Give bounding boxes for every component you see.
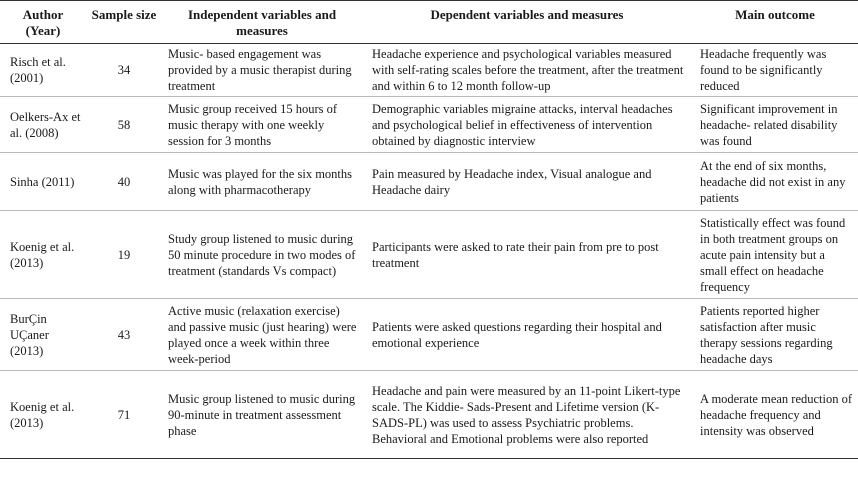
table-body xyxy=(0,44,858,459)
cell-dependent-variables: Headache and pain were measured by an 11-point Likert-type scale. The Kiddie- Sads-Present and Lifetime version (K-SADS-PL) was used to assess Psychiatric problems. Behavioral and Emotional problems were also reported xyxy=(362,371,692,459)
cell-independent-variables: Music group received 15 hours of music therapy with one weekly session for 3 months xyxy=(162,97,362,153)
table-row xyxy=(0,299,858,371)
cell-sample-size: 40 xyxy=(86,153,162,211)
cell-independent-variables: Music group listened to music during 90-minute in treatment assessment phase xyxy=(162,371,362,459)
cell-dependent-variables: Pain measured by Headache index, Visual analogue and Headache dairy xyxy=(362,153,692,211)
cell-author: Koenig et al. (2013) xyxy=(0,371,86,459)
table-row xyxy=(0,211,858,299)
header-author: Author (Year) xyxy=(0,1,86,44)
cell-independent-variables: Music- based engagement was provided by a music therapist during treatment xyxy=(162,44,362,97)
cell-sample-size: 19 xyxy=(86,211,162,299)
header-row xyxy=(0,1,858,44)
header-independent-variables: Independent variables and measures xyxy=(162,1,362,44)
cell-author: Risch et al. (2001) xyxy=(0,44,86,97)
table-row xyxy=(0,371,858,459)
cell-main-outcome: At the end of six months, headache did not exist in any patients xyxy=(692,153,858,211)
cell-main-outcome: Patients reported higher satisfaction after music therapy sessions regarding headache days xyxy=(692,299,858,371)
table-header xyxy=(0,1,858,44)
cell-main-outcome: Statistically effect was found in both treatment groups on acute pain intensity but a small effect on headache frequency xyxy=(692,211,858,299)
cell-dependent-variables: Demographic variables migraine attacks, interval headaches and psychological belief in effectiveness of intervention obtained by diagnostic interview xyxy=(362,97,692,153)
cell-sample-size: 34 xyxy=(86,44,162,97)
cell-dependent-variables: Participants were asked to rate their pain from pre to post treatment xyxy=(362,211,692,299)
header-dependent-variables: Dependent variables and measures xyxy=(362,1,692,44)
cell-author: Sinha (2011) xyxy=(0,153,86,211)
cell-independent-variables: Study group listened to music during 50 minute procedure in two modes of treatment (standards Vs compact) xyxy=(162,211,362,299)
cell-author: BurÇin UÇaner (2013) xyxy=(0,299,86,371)
cell-author: Oelkers-Ax et al. (2008) xyxy=(0,97,86,153)
table-row xyxy=(0,153,858,211)
cell-independent-variables: Active music (relaxation exercise) and passive music (just hearing) were played once a week within three week-period xyxy=(162,299,362,371)
table-row xyxy=(0,44,858,97)
cell-sample-size: 43 xyxy=(86,299,162,371)
cell-dependent-variables: Headache experience and psychological variables measured with self-rating scales before the treatment, after the treatment and within 6 to 12 month follow-up xyxy=(362,44,692,97)
cell-main-outcome: Significant improvement in headache- related disability was found xyxy=(692,97,858,153)
cell-dependent-variables: Patients were asked questions regarding their hospital and emotional experience xyxy=(362,299,692,371)
cell-sample-size: 58 xyxy=(86,97,162,153)
cell-main-outcome: A moderate mean reduction of headache frequency and intensity was observed xyxy=(692,371,858,459)
cell-sample-size: 71 xyxy=(86,371,162,459)
cell-author: Koenig et al. (2013) xyxy=(0,211,86,299)
cell-independent-variables: Music was played for the six months along with pharmacotherapy xyxy=(162,153,362,211)
header-main-outcome: Main outcome xyxy=(692,1,858,44)
header-sample-size: Sample size xyxy=(86,1,162,44)
table-row xyxy=(0,97,858,153)
cell-main-outcome: Headache frequently was found to be significantly reduced xyxy=(692,44,858,97)
